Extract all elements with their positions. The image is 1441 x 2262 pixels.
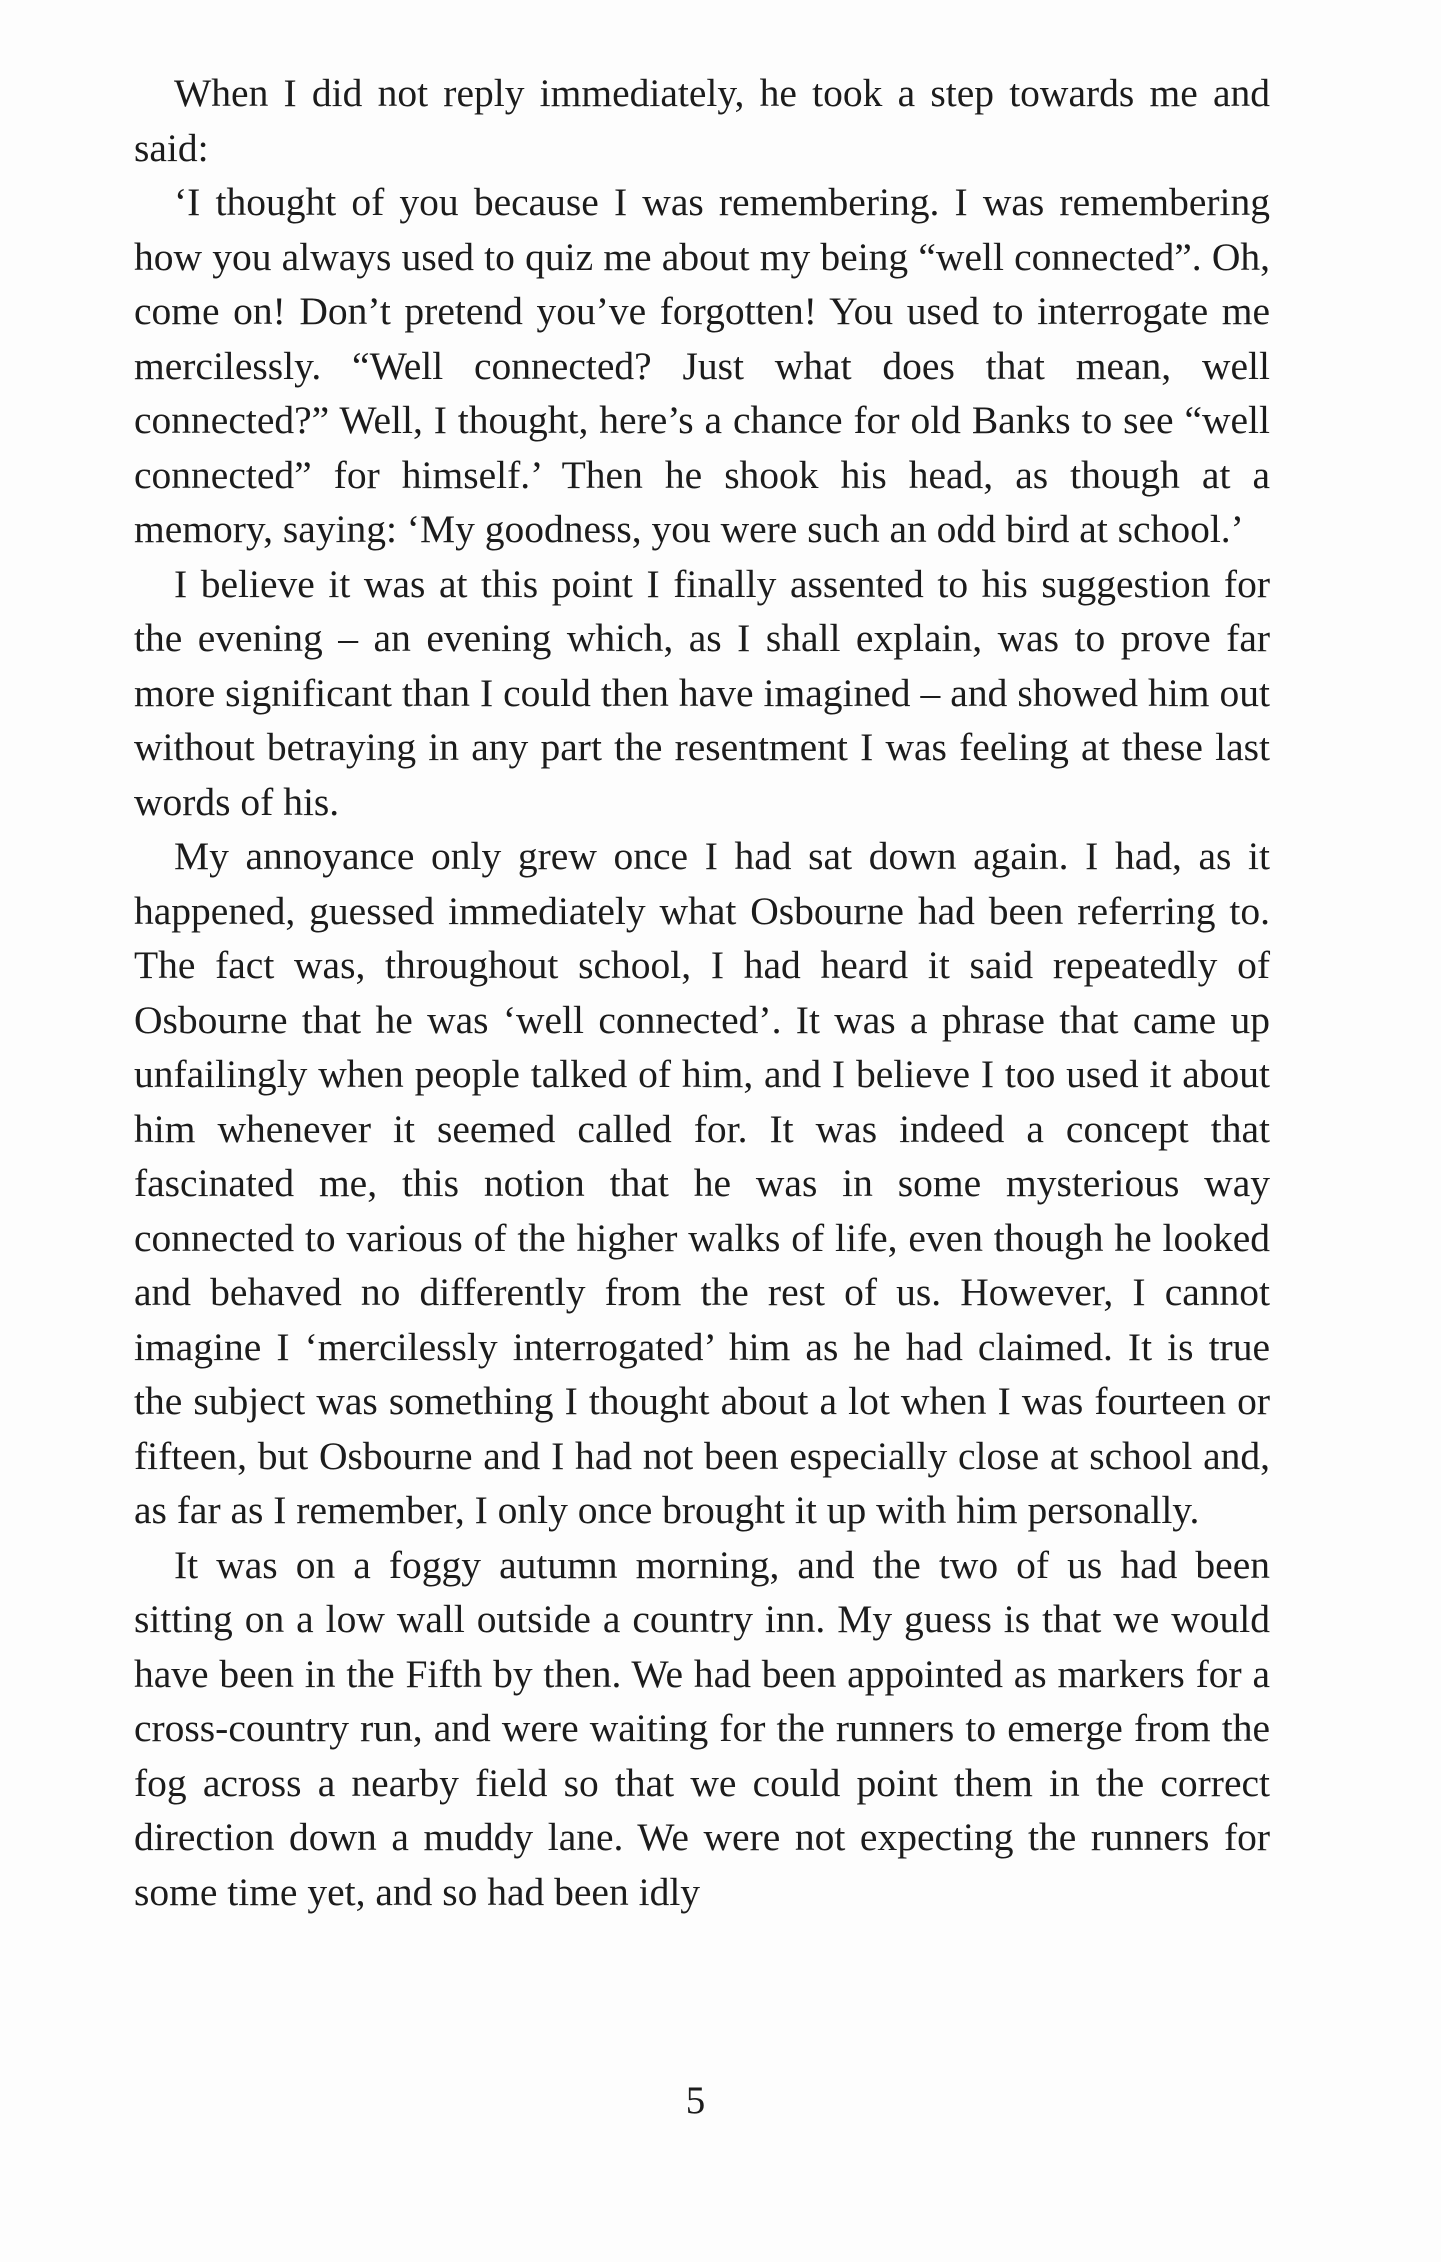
body-text <box>134 66 1270 1919</box>
paragraph: ‘I thought of you because I was remembering. I was remembering how you always used to quiz me about my being “well connected”. Oh, come on! Don’t pretend you’ve forgotten! You used to interrogate me mercilessly. “Well connected? Just what does that mean, well connected?” Well, I thought, here’s a chance for old Banks to see “well connected” for himself.’ Then he shook his head, as though at a memory, saying: ‘My goodness, you were such an odd bird at school.’ <box>134 180 1270 551</box>
paragraph: I believe it was at this point I finally assented to his suggestion for the evening – an evening which, as I shall explain, was to prove far more significant than I could then have imagined – and showed him out without betraying in any part the resentment I was feeling at these last words of his. <box>134 561 1270 824</box>
paragraph: My annoyance only grew once I had sat down again. I had, as it happened, guessed immediately what Osbourne had been referring to. The fact was, throughout school, I had heard it said repeatedly of Osbourne that he was ‘well connected’. It was a phrase that came up unfailingly when people talked of him, and I believe I too used it about him whenever it seemed called for. It was indeed a concept that fascinated me, this notion that he was in some mysterious way connected to various of the higher walks of life, even though he looked and behaved no differently from the rest of us. However, I cannot imagine I ‘mercilessly interrogated’ him as he had claimed. It is true the subject was something I thought about a lot when I was fourteen or fifteen, but Osbourne and I had not been especially close at school and, as far as I remember, I only once brought it up with him personally. <box>134 834 1270 1532</box>
paragraph: It was on a foggy autumn morning, and the two of us had been sitting on a low wall outside a country inn. My guess is that we would have been in the Fifth by then. We had been appointed as markers for a cross-country run, and were waiting for the runners to emerge from the fog across a nearby field so that we could point them in the correct direction down a muddy lane. We were not expecting the runners for some time yet, and so had been idly <box>134 1542 1270 1914</box>
paragraph: When I did not reply immediately, he took a step towards me and said: <box>134 71 1270 170</box>
page-number: 5 <box>685 2079 706 2122</box>
